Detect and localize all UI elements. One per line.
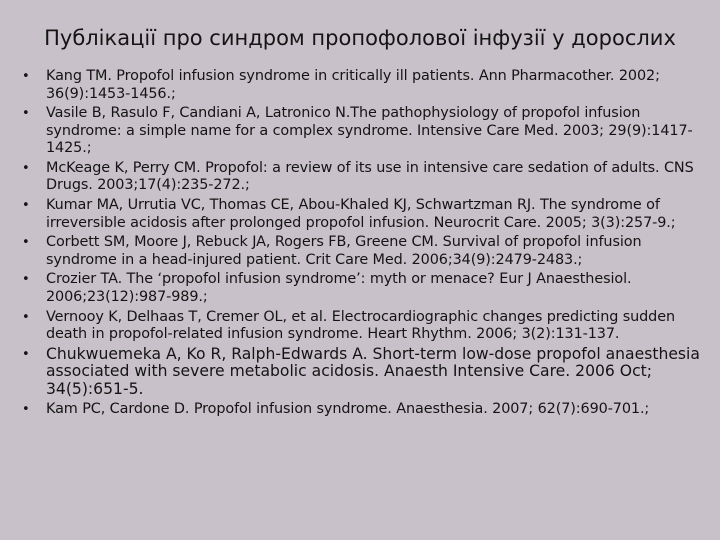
reference-item: [22, 401, 712, 419]
reference-text: Kam PC, Cardone D. Propofol infusion syndrome. Anaesthesia. 2007; 62(7):690-701.;: [46, 400, 650, 417]
reference-text: Corbett SM, Moore J, Rebuck JA, Rogers FB, Greene CM. Survival of propofol infusion syndrome in a head-injured patient. Crit Care Med. 2006;34(9):2479-2483.;: [46, 234, 642, 268]
bullet-icon: •: [22, 272, 30, 288]
reference-item: [22, 68, 712, 103]
reference-item: [22, 105, 712, 158]
reference-item: [22, 309, 712, 344]
slide-title: Публікації про синдром пропофолової інфузії у дорослих: [44, 26, 676, 50]
bullet-icon: •: [22, 309, 30, 325]
reference-item: [22, 271, 712, 306]
reference-text: Chukwuemeka A, Ko R, Ralph-Edwards A. Short-term low-dose propofol anaesthesia associated with severe metabolic acidosis. Anaesth Intensive Care. 2006 Oct; 34(5):651-5.: [46, 344, 700, 398]
bullet-icon: •: [22, 106, 30, 122]
reference-item: [22, 197, 712, 232]
bullet-icon: •: [22, 401, 30, 417]
reference-text: Kang TM. Propofol infusion syndrome in critically ill patients. Ann Pharmacother. 2002; 36(9):1453-1456.;: [46, 68, 660, 102]
bullet-icon: •: [22, 160, 30, 176]
reference-item: [22, 234, 712, 269]
reference-text: Kumar MA, Urrutia VC, Thomas CE, Abou-Khaled KJ, Schwartzman RJ. The syndrome of irreversible acidosis after prolonged propofol infusion. Neurocrit Care. 2005; 3(3):257-9.;: [46, 197, 676, 231]
reference-text: Crozier TA. The ‘propofol infusion syndrome’: myth or menace? Eur J Anaesthesiol. 2006;23(12):987-989.;: [46, 271, 632, 305]
reference-text: Vasile B, Rasulo F, Candiani A, Latronico N.The pathophysiology of propofol infusion syndrome: a simple name for a complex syndrome. Intensive Care Med. 2003; 29(9):1417-1425.;: [46, 105, 693, 157]
bullet-icon: •: [22, 69, 30, 84]
reference-item: [22, 346, 712, 399]
bullet-icon: •: [22, 346, 30, 362]
bullet-icon: •: [22, 198, 30, 214]
reference-text: Vernooy K, Delhaas T, Cremer OL, et al. Electrocardiographic changes predicting sudden death in propofol-related infusion syndrome. Heart Rhythm. 2006; 3(2):131-137.: [46, 308, 675, 343]
reference-item: [22, 160, 712, 195]
reference-text: McKeage K, Perry CM. Propofol: a review of its use in intensive care sedation of adults. CNS Drugs. 2003;17(4):235-272.;: [46, 159, 694, 194]
reference-list: [22, 68, 712, 420]
bullet-icon: •: [22, 235, 30, 251]
